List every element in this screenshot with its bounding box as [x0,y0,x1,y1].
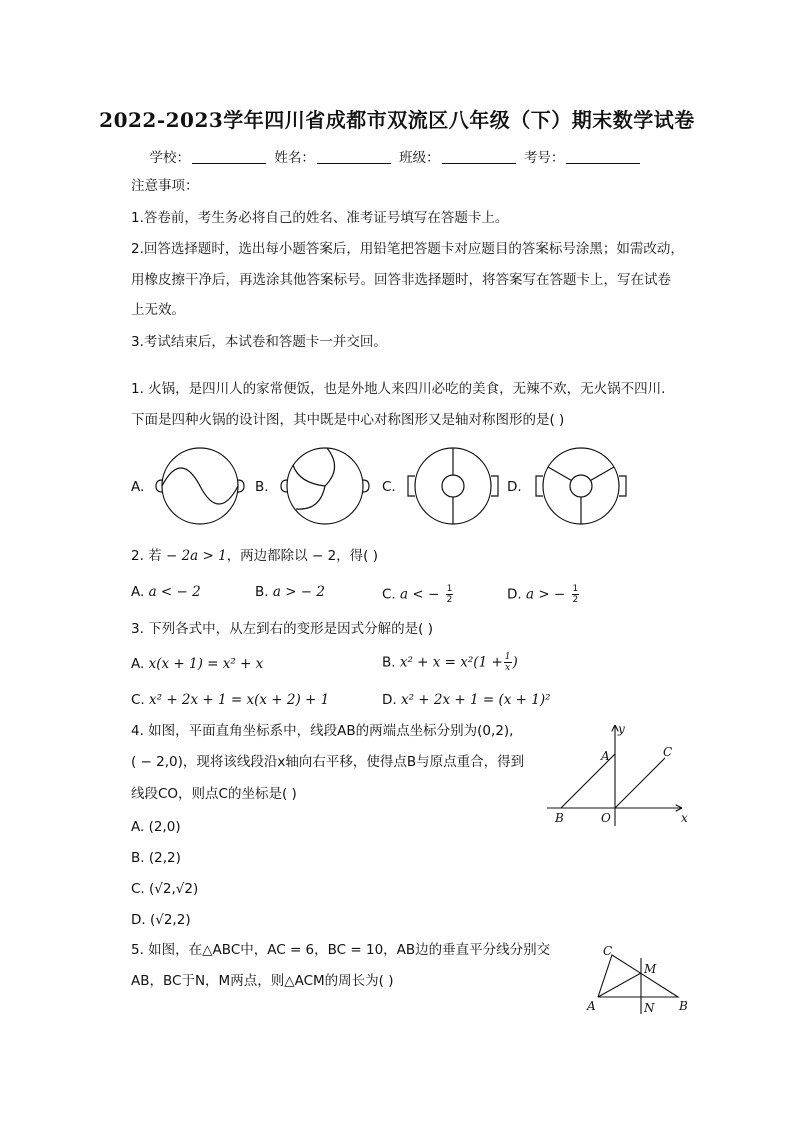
q3-stem: 3. 下列各式中，从左到右的变形是因式分解的是( ) [131,621,433,637]
q1-option-d-label[interactable]: D. [507,479,522,495]
q2-stem-expression: − 2a > 1 [161,548,227,564]
q3-option-c[interactable] [131,692,329,708]
q2-option-d-frac-den: 2 [572,595,579,605]
q2-option-d-frac-num: 1 [572,584,579,594]
notice-item-2-line-1: 2.回答选择题时，选出每小题答案后，用铅笔把答题卡对应题目的答案标号涂黑；如需改动， [131,241,684,257]
q4-option-b[interactable]: B. (2,2) [131,850,181,866]
notice-item-1: 1.答卷前，考生务必将自己的姓名、准考证号填写在答题卡上。 [131,210,509,226]
q3-option-b-expr: x² + x = x²(1 + [399,654,503,671]
class-label: 班级： [399,150,440,166]
q2-option-d[interactable] [507,584,579,605]
label-c: C [663,745,673,759]
q5-stem-line-1: 5. 如图，在△ABC中，AC = 6，BC = 10，AB边的垂直平分线分别交 [131,942,551,958]
name-label: 姓名： [274,150,315,166]
q1-option-a-label[interactable]: A. [131,479,145,495]
page-title: 2022-2023学年四川省成都市双流区八年级（下）期末数学试卷 [99,108,695,132]
q1-option-c-label[interactable]: C. [382,479,396,495]
label-b: B [555,811,564,825]
q2-option-a-expr: a < − 2 [148,584,201,600]
q3-option-c-label: C. [131,692,145,708]
q4-option-d[interactable]: D. (√2,2) [131,912,191,928]
q2-stem [131,548,378,565]
q3-option-b[interactable] [382,652,518,673]
q3-option-b-close: ) [512,654,518,671]
q5-stem-line-2: AB，BC于N，M两点，则△ACM的周长为( ) [131,973,394,989]
notice-item-2-line-2: 用橡皮擦干净后，再选涂其他答案标号。回答非选择题时，将答案写在答题卡上，写在试卷 [131,272,671,288]
q2-option-a-label: A. [131,584,145,600]
q3-option-d-label: D. [382,692,397,708]
q2-option-a[interactable] [131,584,201,600]
hotpot-figure-c [400,443,506,529]
label-c: C [603,944,613,958]
q2-option-d-label: D. [507,586,522,603]
q3-option-d-expr: x² + 2x + 1 = (x + 1)² [400,692,551,708]
label-o: O [601,811,611,825]
q1-stem-line-2: 下面是四种火锅的设计图，其中既是中心对称图形又是轴对称图形的是( ) [131,412,565,428]
q4-stem-line-2: ( − 2,0)，现将该线段沿x轴向右平移，使得点B与原点重合，得到 [131,754,525,770]
q2-option-c[interactable] [382,584,453,605]
label-y: y [618,722,625,736]
q4-coordinate-figure [545,718,700,830]
hotpot-figure-d [528,443,634,529]
q2-option-c-frac-den: 2 [446,595,453,605]
notice-item-2-line-3: 上无效。 [131,302,185,318]
q4-option-c[interactable]: C. (√2,√2) [131,881,199,897]
exam-no-blank[interactable] [566,150,640,164]
hotpot-figure-a [150,443,250,529]
q1-option-b-label[interactable]: B. [255,479,269,495]
q4-stem-line-3: 线段CO，则点C的坐标是( ) [131,786,297,802]
q2-option-d-expr: a > − [525,586,566,603]
hotpot-figure-b [275,443,375,529]
q3-option-c-expr: x² + 2x + 1 = x(x + 2) + 1 [149,692,330,708]
school-label: 学校： [149,150,191,166]
q3-option-d[interactable] [382,692,551,708]
q2-option-c-label: C. [382,586,396,603]
segment-co [615,758,665,808]
q3-option-a-expr: x(x + 1) = x² + x [148,656,264,672]
notice-heading: 注意事项： [131,178,199,194]
name-blank[interactable] [317,150,391,164]
exam-no-label: 考号： [523,150,565,166]
student-info-row [0,146,794,166]
q5-triangle-figure [582,942,694,1018]
q3-option-a[interactable] [131,656,263,672]
q4-option-a[interactable]: A. (2,0) [131,819,181,835]
label-b: B [679,999,688,1013]
q2-option-b-label: B. [255,584,269,600]
school-blank[interactable] [192,150,266,164]
q2-option-b-expr: a > − 2 [272,584,325,600]
class-blank[interactable] [442,150,516,164]
label-n: N [644,1001,655,1015]
q3-option-b-label: B. [382,654,396,671]
q3-option-b-frac-den: x [505,663,511,673]
notice-item-3: 3.考试结束后，本试卷和答题卡一并交回。 [131,334,387,350]
label-a: A [587,999,596,1013]
label-a: A [601,749,610,763]
label-m: M [644,962,657,976]
q1-stem-line-1: 1. 火锅，是四川人的家常便饭，也是外地人来四川必吃的美食，无辣不欢，无火锅不四川. [131,381,666,397]
label-x: x [681,811,688,825]
q2-option-c-expr: a < − [400,586,440,603]
q2-stem-number: 2. 若 [131,548,162,564]
q4-stem-line-1: 4. 如图，平面直角坐标系中，线段AB的两端点坐标分别为(0,2), [131,723,514,739]
q2-option-c-frac-num: 1 [446,584,453,594]
q2-option-b[interactable] [255,584,325,600]
q3-option-a-label: A. [131,656,145,672]
q2-stem-rest: ，两边都除以 − 2，得( ) [226,548,378,564]
q3-option-b-frac-num: 1 [504,652,511,662]
